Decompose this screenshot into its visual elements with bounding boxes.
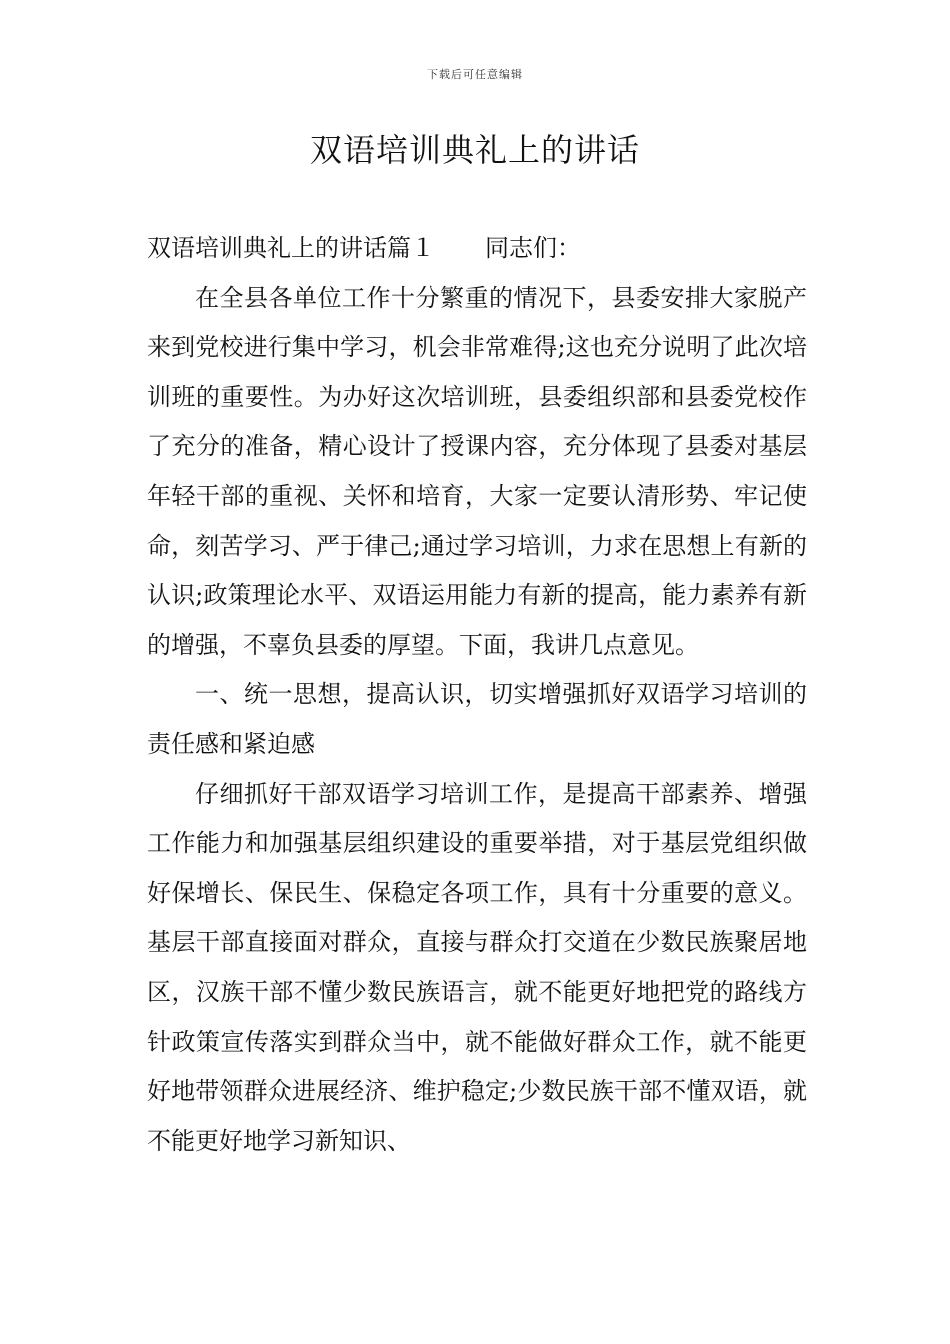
header-note: 下载后可任意编辑 [427, 68, 523, 81]
paragraph-1: 在全县各单位工作十分繁重的情况下，县委安排大家脱产来到党校进行集中学习，机会非常难得;这也充分说明了此次培训班的重要性。为办好这次培训班，县委组织部和县委党校作了充分的准备，精心设计了授课内容，充分体现了县委对基层年轻干部的重视、关怀和培育，大家一定要认清形势、牢记使命，刻苦学习、严于律己;通过学习培训，力求在思想上有新的认识;政策理论水平、双语运用能力有新的提高，能力素养有新的增强，不辜负县委的厚望。下面，我讲几点意见。 [147, 283, 807, 659]
paragraph-2: 仔细抓好干部双语学习培训工作，是提高干部素养、增强工作能力和加强基层组织建设的重要举措，对于基层党组织做好保增长、保民生、保稳定各项工作，具有十分重要的意义。基层干部直接面对群众，直接与群众打交道在少数民族聚居地区，汉族干部不懂少数民族语言，就不能更好地把党的路线方针政策宣传落实到群众当中，就不能做好群众工作，就不能更好地带领群众进展经济、维护稳定;少数民族干部不懂双语，就不能更好地学习新知识、 [147, 779, 807, 1155]
subtitle-line [147, 224, 807, 274]
document-title: 双语培训典礼上的讲话 [309, 131, 640, 169]
document-body [147, 224, 807, 1166]
salutation: 同志们： [485, 234, 581, 262]
section-heading-1: 一、统一思想，提高认识，切实增强抓好双语学习培训的责任感和紧迫感 [147, 680, 807, 758]
subtitle: 双语培训典礼上的讲话篇１ [147, 234, 435, 262]
